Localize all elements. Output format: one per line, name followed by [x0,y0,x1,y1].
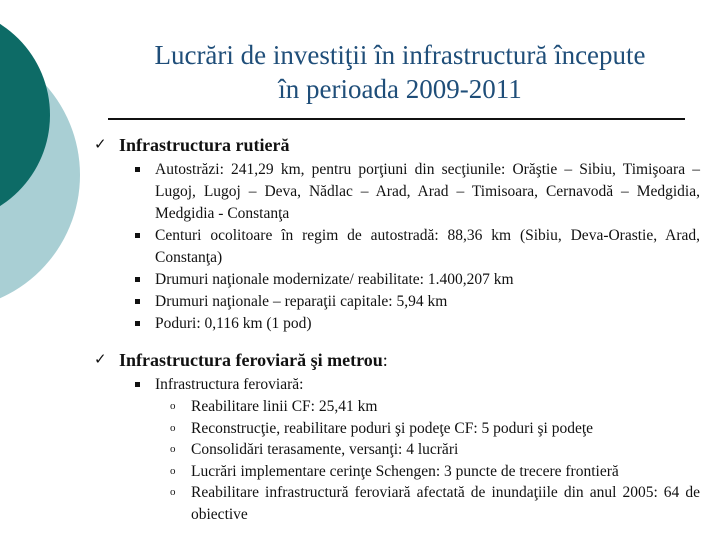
list-item-text: Autostrăzi: 241,29 km, pentru porţiuni din secţiunile: Orăştie – Sibiu, Timişoara – Lugoj, Lugoj – Deva, Nădlac – Arad, Arad – Timisoara, Cernavodă – Medgidia, Medgidia - Constanţa [155,161,700,222]
list-item [155,313,700,335]
square-bullet-icon [135,277,140,282]
circle-bullet-icon: o [170,400,176,412]
title-divider [108,118,685,120]
circle-bullet-icon: o [170,464,176,477]
list-item-text: Drumuri naţionale modernizate/ reabilitate: 1.400,207 km [155,271,514,288]
sub-list-item-text: Reconstrucţie, reabilitare poduri şi podeţe CF: 5 poduri şi podeţe [191,419,594,437]
sub-list-item-text: Lucrări implementare cerinţe Schengen: 3 puncte de trecere frontieră [191,462,619,480]
section-heading-colon: : [382,350,388,370]
square-bullet-icon [135,382,140,387]
list-item [155,291,700,313]
rail-items-list [94,374,700,525]
square-bullet-icon [135,321,140,326]
list-item-text: Centuri ocolitoare în regim de autostradă: 88,36 km (Sibiu, Deva-Orastie, Arad, Constanţa) [155,227,700,266]
list-item [155,374,700,525]
slide-title-line-2: în perioada 2009-2011 [278,74,522,104]
section-heading [94,133,700,157]
sub-list-item-text: Reabilitare linii CF: 25,41 km [191,398,378,415]
section-heading [94,348,700,372]
sub-list-item [170,418,700,440]
section-road-infrastructure [94,133,700,335]
section-heading-text: Infrastructura rutieră [119,135,290,155]
slide-title-line-1: Lucrări de investiţii în infrastructură începute [154,40,646,70]
sub-list-item [170,439,700,461]
sub-list-item [170,482,700,525]
section-rail-infrastructure [94,348,700,525]
sub-list-item [170,461,700,483]
square-bullet-icon [135,299,140,304]
circle-bullet-icon: o [170,486,176,498]
checkmark-icon: ✓ [94,137,107,153]
sub-list-item-text: Reabilitare infrastructură feroviară afectată de inundaţiile din anul 2005: 64 de obiective [191,484,700,523]
road-items-list [94,159,700,335]
list-item [155,225,700,269]
circle-bullet-icon: o [170,443,176,455]
square-bullet-icon [135,233,140,238]
list-item [155,159,700,225]
checkmark-icon: ✓ [94,352,107,368]
list-item [155,269,700,291]
list-item-text: Poduri: 0,116 km (1 pod) [155,315,312,332]
sub-list-item-text: Consolidări terasamente, versanţi: 4 lucrări [191,441,459,458]
rail-subitems-list [155,396,700,525]
slide-title [100,38,700,106]
sub-list-item [170,396,700,418]
square-bullet-icon [135,167,140,172]
list-item-text: Drumuri naţionale – reparaţii capitale: 5,94 km [155,293,448,310]
section-heading-text: Infrastructura feroviară şi metrou [119,350,383,370]
circle-bullet-icon: o [170,421,176,434]
list-item-text: Infrastructura feroviară: [155,376,304,393]
